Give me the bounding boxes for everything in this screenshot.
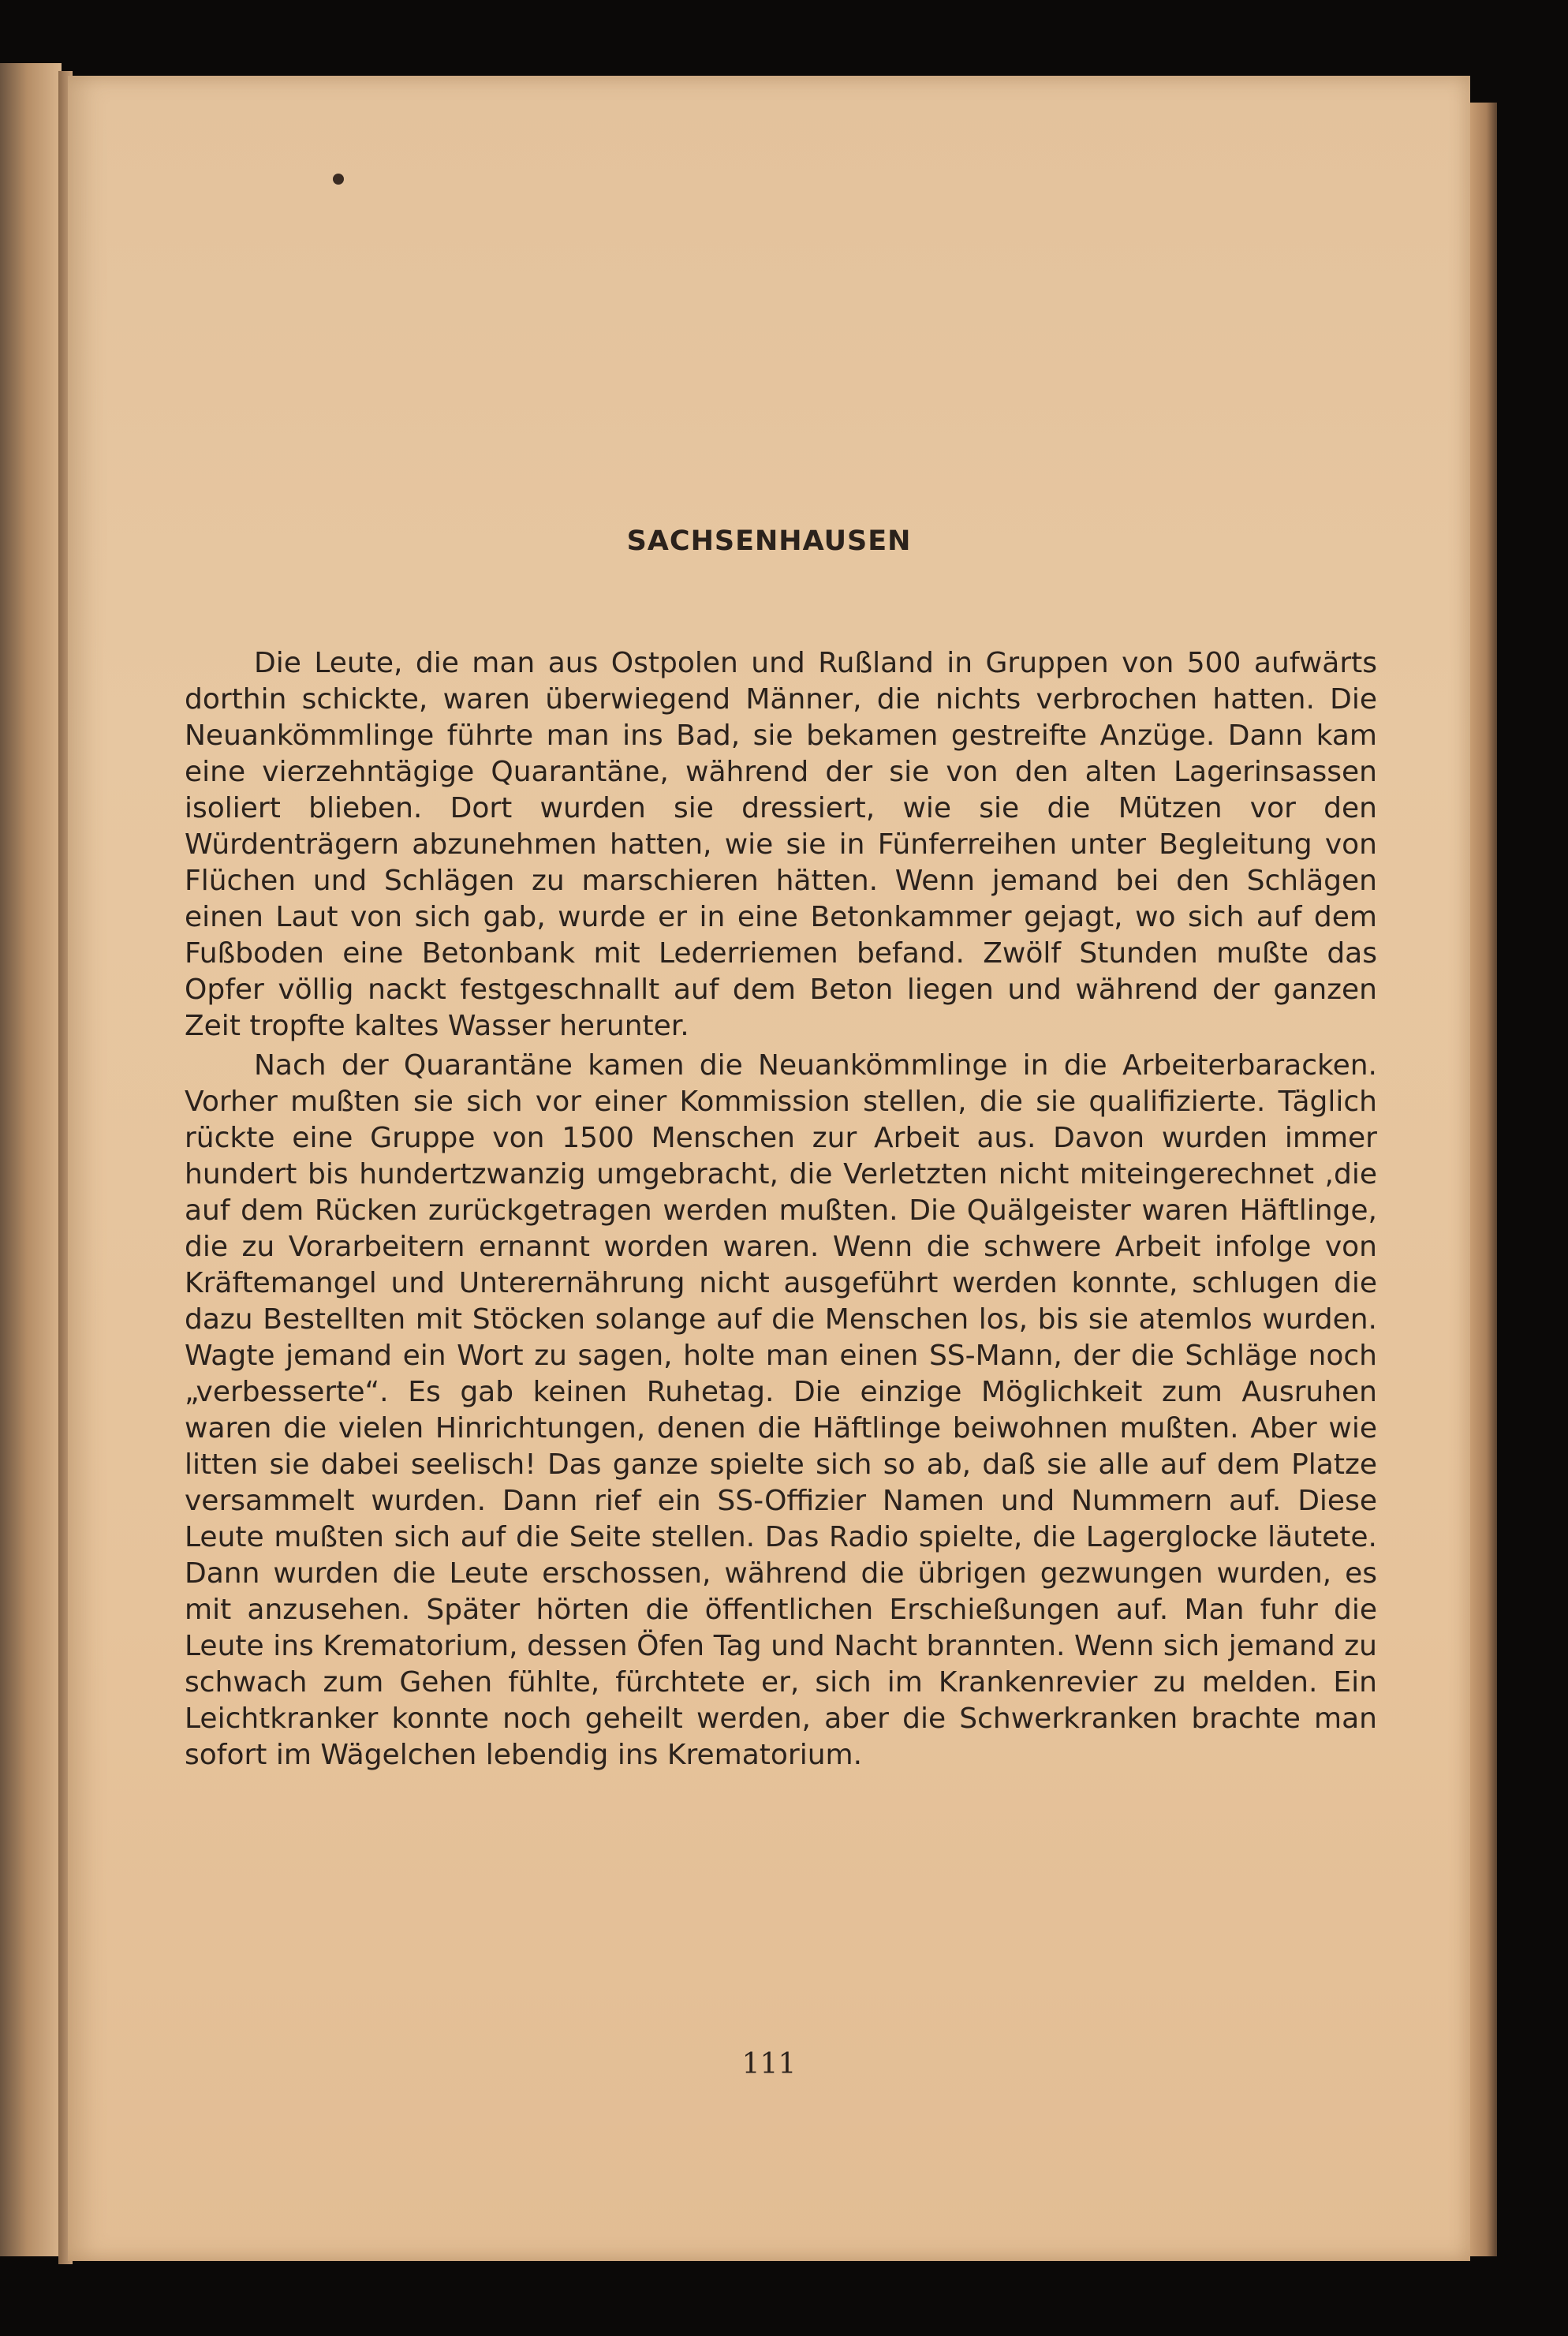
paragraph: Die Leute, die man aus Ostpolen und Rußland in Gruppen von 500 aufwärts dorthin schickte, waren überwiegend Männer, die nichts verbrochen hatten. Die Neuankömmlinge führte man ins Bad, sie bekamen gestreifte Anzüge. Dann kam eine vierzehntägige Quarantäne, während der sie von den alten Lagerinsassen isoliert blieben. Dort wurden sie dressiert, wie sie die Mützen vor den Würdenträgern abzunehmen hatten, wie sie in Fünferreihen unter Begleitung von Flüchen und Schlägen zu marschieren hätten. Wenn jemand bei den Schlägen einen Laut von sich gab, wurde er in eine Betonkammer gejagt, wo sich auf dem Fußboden eine Betonbank mit Lederriemen befand. Zwölf Stunden mußte das Opfer völlig nackt festgeschnallt auf dem Beton liegen und während der ganzen Zeit tropfte kaltes Wasser herunter.: [185, 647, 1377, 1042]
chapter-title: SACHSENHAUSEN: [626, 525, 912, 557]
body-text: [185, 645, 1377, 1773]
page-stack-edge: [1470, 103, 1497, 2256]
paragraph: Nach der Quarantäne kamen die Neuankömmlinge in die Arbeiterbaracken. Vorher mußten sie sich vor einer Kommission stellen, die sie qualifizierte. Täglich rückte eine Gruppe von 1500 Menschen zur Arbeit aus. Davon wurden immer hundert bis hundertzwanzig umgebracht, die Verletzten nicht miteingerechnet ,die auf dem Rücken zurückgetragen werden mußten. Die Quälgeister waren Häftlinge, die zu Vorarbeitern ernannt worden waren. Wenn die schwere Arbeit infolge von Kräftemangel und Unterernährung nicht ausgeführt werden konnte, schlugen die dazu Bestellten mit Stöcken solange auf die Menschen los, bis sie atemlos wurden. Wagte jemand ein Wort zu sagen, holte man einen SS-Mann, der die Schläge noch „verbesserte“. Es gab keinen Ruhetag. Die einzige Möglichkeit zum Ausruhen waren die vielen Hinrichtungen, denen die Häftlinge beiwohnen mußten. Aber wie litten sie dabei seelisch! Das ganze spielte sich so ab, daß sie alle auf dem Platze versammelt wurden. Dann rief ein SS-Offizier Namen und Nummern auf. Diese Leute mußten sich auf die Seite stellen. Das Radio spielte, die Lagerglocke läutete. Dann wurden die Leute erschossen, während die übrigen gezwungen wurden, es mit anzusehen. Später hörten die öffentlichen Erschießungen auf. Man fuhr die Leute ins Krematorium, dessen Öfen Tag und Nacht brannten. Wenn sich jemand zu schwach zum Gehen fühlte, fürchtete er, sich im Krankenrevier zu melden. Ein Leichtkranker konnte noch geheilt werden, aber die Schwerkranken brachte man sofort im Wägelchen lebendig ins Krematorium.: [185, 1049, 1377, 1771]
book-page: [68, 76, 1470, 2261]
ink-speck: [333, 174, 344, 185]
facing-page-edge: [0, 63, 62, 2256]
page-number: 111: [741, 2048, 797, 2080]
